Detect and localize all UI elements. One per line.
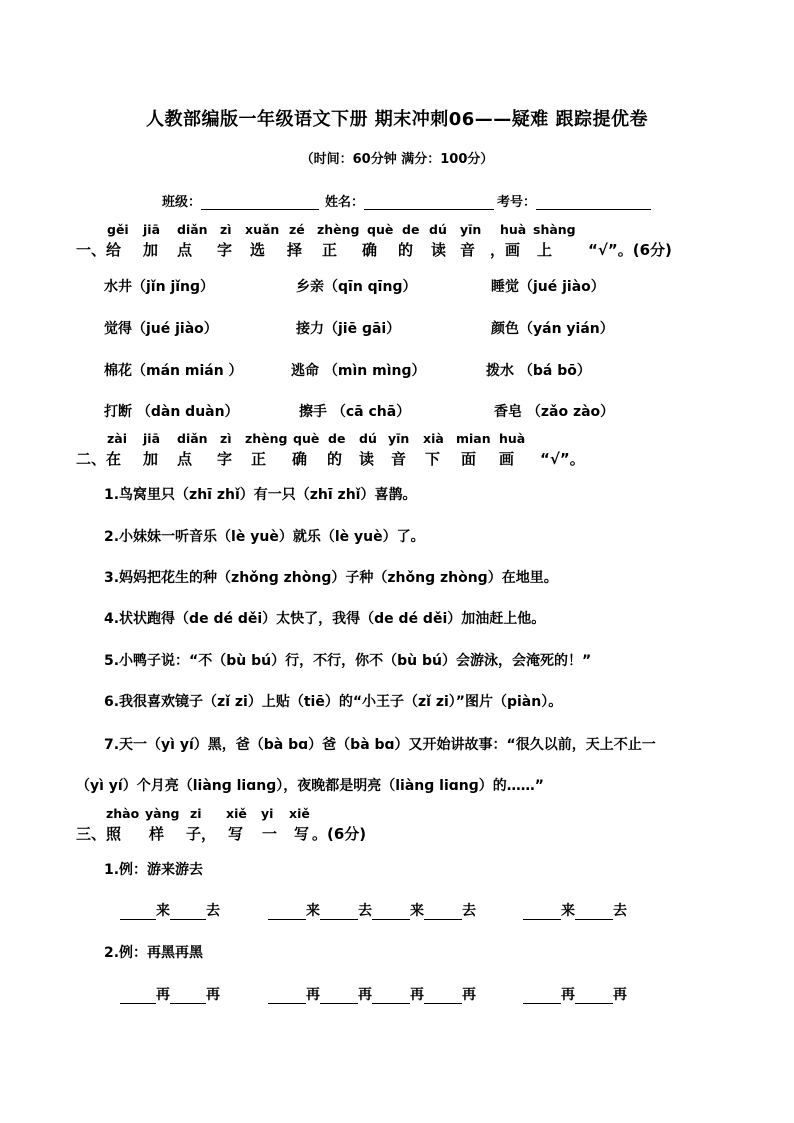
q2-char: 确 [292, 450, 308, 468]
q2-pinyin: zài [107, 431, 127, 446]
q1-pinyin: xuǎn [245, 222, 280, 237]
q2-pinyin: xià [423, 431, 444, 446]
q3-pinyin: yi [261, 806, 274, 821]
q1-pinyin: jiā [143, 222, 161, 237]
q2-pinyin: de [328, 431, 346, 446]
q3-suffix: 。(6分) [312, 825, 367, 843]
q1-item[interactable]: 颜色（yán yián） [491, 321, 614, 337]
answer-blank[interactable] [320, 989, 358, 1004]
q2-pinyin: huà [499, 431, 526, 446]
q2-char: 音 [391, 450, 407, 468]
answer-blank[interactable] [268, 989, 306, 1004]
q1-pinyin: diǎn [177, 222, 208, 237]
q1-heading [0, 222, 794, 262]
q1-char: 的 [398, 241, 414, 259]
q3-char: 写 [228, 825, 244, 843]
q1-item[interactable]: 睡觉（jué jiào） [491, 279, 605, 295]
q1-char: 选 [250, 241, 266, 259]
q2-sentence: （yì yí）个月亮（liànɡ liɑnɡ），夜晚都是明亮（liànɡ liɑnɡ）的……” [76, 778, 544, 794]
page-title: 人教部编版一年级语文下册 期末冲刺06——疑难 跟踪提优卷 [145, 109, 649, 130]
class-label: 班级： [162, 195, 202, 210]
answer-blank[interactable] [170, 905, 206, 920]
q2-sentence: 5.小鸭子说：“不（bù bú）行，不行，你不（bù bú）会游泳，会淹死的！” [104, 653, 592, 669]
q1-char: 一、给 [76, 241, 122, 259]
q1-pinyin: shàng [533, 222, 576, 237]
q1-pinyin: zì [220, 222, 232, 237]
q3-answer-row-2c: 再 再 [523, 984, 627, 1004]
q1-item[interactable]: 拨水 （bá bō） [486, 363, 591, 379]
q1-item[interactable]: 逃命 （mìn mìnɡ） [291, 363, 426, 379]
q3-answer-row-1: 来 去 [120, 900, 220, 920]
q1-char: 点 [177, 241, 193, 259]
answer-blank[interactable] [575, 905, 613, 920]
q3-pinyin: zi [190, 806, 202, 821]
q2-suffix: “√”。 [540, 450, 585, 468]
exam-no-field [497, 191, 651, 210]
answer-blank[interactable] [120, 989, 156, 1004]
name-field [325, 191, 494, 210]
q1-char: ，画 [490, 241, 521, 259]
q2-char: 加 [143, 450, 159, 468]
name-label: 姓名： [325, 195, 365, 210]
q1-item[interactable]: 香皂 （zǎo zào） [494, 404, 615, 420]
answer-blank[interactable] [523, 905, 561, 920]
q1-char: 加 [143, 241, 159, 259]
q2-char: 下 [425, 450, 441, 468]
answer-blank[interactable] [120, 905, 156, 920]
q1-char: 确 [362, 241, 378, 259]
exam-subtitle: （时间：60分钟 满分：100分） [300, 152, 494, 167]
q2-char: 正 [251, 450, 267, 468]
q1-pinyin: què [367, 222, 394, 237]
q1-char: 正 [322, 241, 338, 259]
q3-char: 三、照 [76, 825, 122, 843]
q3-pinyin: yàng [145, 806, 180, 821]
q2-char: 的 [327, 450, 343, 468]
q1-item[interactable]: 水井（jǐn jǐnɡ） [104, 279, 215, 295]
q1-pinyin: huà [500, 222, 527, 237]
q2-char: 字 [217, 450, 233, 468]
q2-pinyin: mian [456, 431, 491, 446]
answer-blank[interactable] [424, 989, 462, 1004]
q2-sentence: 3.妈妈把花生的种（zhǒnɡ zhònɡ）子种（zhǒnɡ zhònɡ）在地里。 [104, 570, 558, 586]
q3-char: 一 [262, 825, 278, 843]
answer-blank[interactable] [575, 989, 613, 1004]
class-field [162, 191, 319, 210]
exam-no-label: 考号： [497, 195, 537, 210]
q3-heading [0, 806, 794, 846]
q2-pinyin: zì [220, 431, 232, 446]
q3-example-1: 1.例：游来游去 [104, 862, 204, 878]
q2-sentence: 4.状状跑得（de dé děi）太快了，我得（de dé děi）加油赶上他。 [104, 611, 546, 627]
q1-char: 择 [287, 241, 303, 259]
q1-item[interactable]: 乡亲（qīn qīnɡ） [296, 279, 417, 295]
q1-item[interactable]: 擦手 （cā chā） [299, 404, 411, 420]
q3-answer-row-1c: 来 去 [523, 900, 627, 920]
answer-blank[interactable] [372, 905, 410, 920]
q1-suffix: “√”。(6分) [588, 241, 672, 259]
answer-blank[interactable] [523, 989, 561, 1004]
q1-pinyin: zhèng [317, 222, 360, 237]
q3-char: 写 [294, 825, 310, 843]
q1-char: 字 [217, 241, 233, 259]
q3-example-2: 2.例：再黑再黑 [104, 945, 204, 961]
q1-pinyin: zé [289, 222, 305, 237]
q3-answer-row-2: 再 再 [120, 984, 220, 1004]
name-blank[interactable] [364, 195, 494, 210]
q2-sentence: 2.小妹妹一听音乐（lè yuè）就乐（lè yuè）了。 [104, 529, 425, 545]
exam-no-blank[interactable] [536, 195, 651, 210]
class-blank[interactable] [201, 195, 319, 210]
q1-char: 读 [431, 241, 447, 259]
q2-char: 读 [359, 450, 375, 468]
q2-char: 画 [499, 450, 515, 468]
q3-answer-row-2b: 再 再 再 再 [268, 984, 476, 1004]
q2-char: 面 [461, 450, 477, 468]
q1-item[interactable]: 棉花（mán mián ） [104, 363, 243, 379]
q3-char: 样 [149, 825, 165, 843]
q1-item[interactable]: 觉得（jué jiào） [104, 321, 218, 337]
q2-char: 点 [177, 450, 193, 468]
q2-pinyin: jiā [143, 431, 161, 446]
answer-blank[interactable] [320, 905, 358, 920]
q2-pinyin: dú [359, 431, 377, 446]
q2-char: 二、在 [76, 450, 122, 468]
q2-pinyin: zhèng [245, 431, 288, 446]
q1-pinyin: yīn [460, 222, 482, 237]
q1-char: 音 [460, 241, 476, 259]
q1-pinyin: dú [429, 222, 447, 237]
q3-pinyin: xiě [226, 806, 247, 821]
q2-sentence: 6.我很喜欢镜子（zǐ zi）上贴（tiē）的“小王子（zǐ zi）”图片（piàn）。 [104, 694, 563, 710]
q3-answer-row-1b: 来 去 来 去 [268, 900, 476, 920]
q2-sentence: 1.鸟窝里只（zhī zhǐ）有一只（zhī zhǐ）喜鹊。 [104, 487, 417, 503]
q3-char: 子， [186, 825, 217, 843]
q1-pinyin: de [402, 222, 420, 237]
q2-sentence: 7.天一（yì yí）黑，爸（bà bɑ）爸（bà bɑ）又开始讲故事：“很久以前，天上不止一 [104, 737, 656, 753]
answer-blank[interactable] [170, 989, 206, 1004]
q1-char: 上 [537, 241, 553, 259]
answer-blank[interactable] [268, 905, 306, 920]
q1-item[interactable]: 接力（jiē ɡāi） [296, 321, 401, 337]
q3-pinyin: xiě [289, 806, 310, 821]
q2-pinyin: yīn [388, 431, 410, 446]
answer-blank[interactable] [372, 989, 410, 1004]
answer-blank[interactable] [424, 905, 462, 920]
q2-pinyin: què [293, 431, 320, 446]
q1-pinyin: gěi [107, 222, 129, 237]
q1-item[interactable]: 打断 （dàn duàn） [104, 404, 239, 420]
q2-pinyin: diǎn [177, 431, 208, 446]
q2-heading [0, 431, 794, 471]
q3-pinyin: zhào [106, 806, 140, 821]
